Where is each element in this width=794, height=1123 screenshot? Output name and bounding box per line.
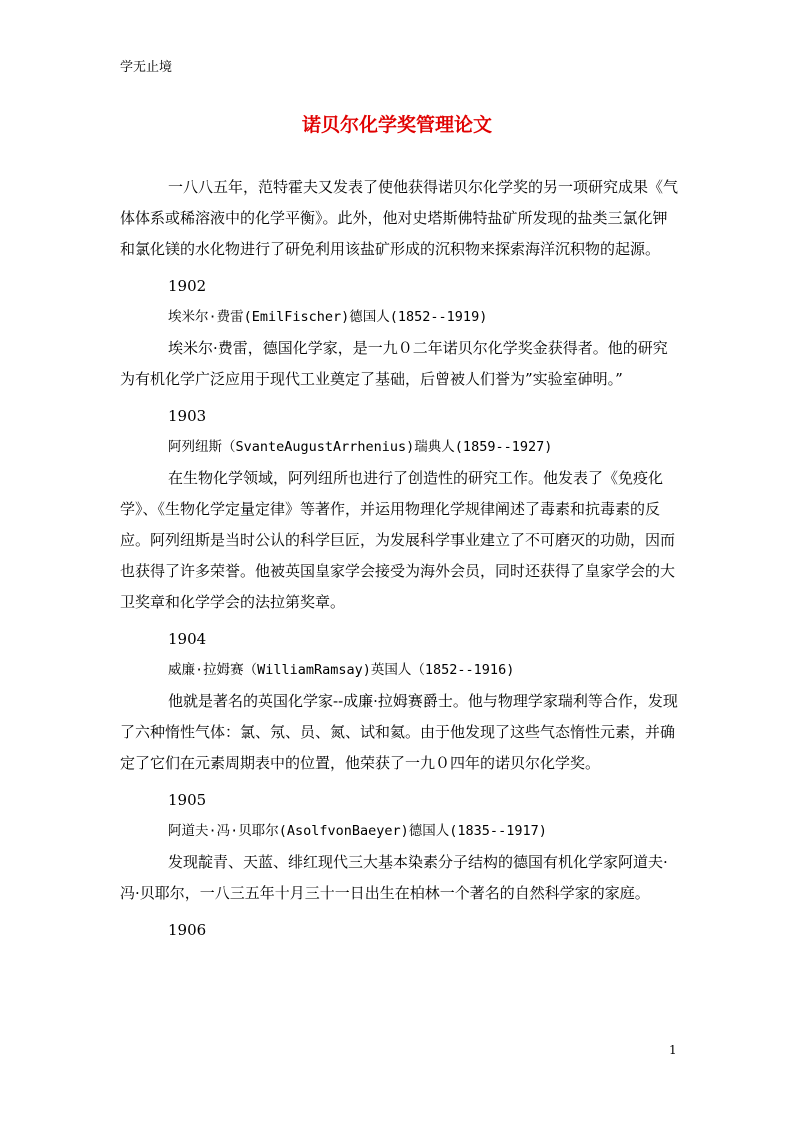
document-body	[120, 172, 680, 946]
entry-laureate: 埃米尔·费雷(EmilFischer)德国人(1852--1919)	[168, 309, 488, 325]
intro-paragraph: 一八八五年，范特霍夫又发表了使他获得诺贝尔化学奖的另一项研究成果《气体体系或稀溶液中的化学平衡》。此外，他对史塔斯佛特盐矿所发现的盐类三氯化钾和氯化镁的水化物进行了研免利用该盐矿形成的沉积物来探索海洋沉积物的起源。	[120, 178, 679, 258]
entry-year: 1904	[168, 630, 207, 648]
entry-laureate: 威廉·拉姆赛（WilliamRamsay)英国人（1852--1916)	[168, 662, 515, 678]
document-title: 诺贝尔化学奖管理论文	[301, 114, 492, 136]
entry-laureate: 阿道夫·冯·贝耶尔(AsolfvonBaeyer)德国人(1835--1917)	[168, 823, 547, 839]
entry-description: 埃米尔·费雷，德国化学家，是一九０二年诺贝尔化学奖金获得者。他的研究为有机化学广泛应用于现代工业奠定了基础，后曾被人们誉为”实验室砷明。”	[120, 339, 668, 388]
entry-laureate: 阿列纽斯（SvanteAugustArrhenius)瑞典人(1859--1927)	[168, 439, 553, 455]
entry-year: 1902	[168, 277, 207, 295]
entry-description: 他就是著名的英国化学家--成廉·拉姆赛爵士。他与物理学家瑞利等合作，发现了六种惰性气体：氯、氖、员、氮、试和氦。由于他发现了这些气态惰性元素，并确定了它们在元素周期表中的位置，他荣获了一九０四年的诺贝尔化学奖。	[120, 692, 678, 772]
entry-description: 发现靛青、天蓝、绯红现代三大基本染素分子结构的德国有机化学家阿道夫·冯·贝耶尔，一八三五年十月三十一日出生在柏林一个著名的自然科学家的家庭。	[120, 853, 668, 902]
entry-year: 1903	[168, 407, 207, 425]
entry-year: 1906	[168, 921, 207, 939]
entry-year: 1905	[168, 791, 207, 809]
entry-description: 在生物化学领域，阿列纽所也进行了创造性的研究工作。他发表了《免疫化学》、《生物化学定量定律》等著作，并运用物理化学规律阐述了毒素和抗毒素的反应。阿列纽斯是当时公认的科学巨匠，为发展科学事业建立了不可磨灭的功勋，因而也获得了许多荣誉。他被英国皇家学会接受为海外会员，同时还获得了皇家学会的大卫奖章和化学学会的法拉第奖章。	[120, 469, 676, 611]
page-number: 1	[669, 1043, 677, 1057]
page-header: 学无止境	[120, 60, 173, 75]
